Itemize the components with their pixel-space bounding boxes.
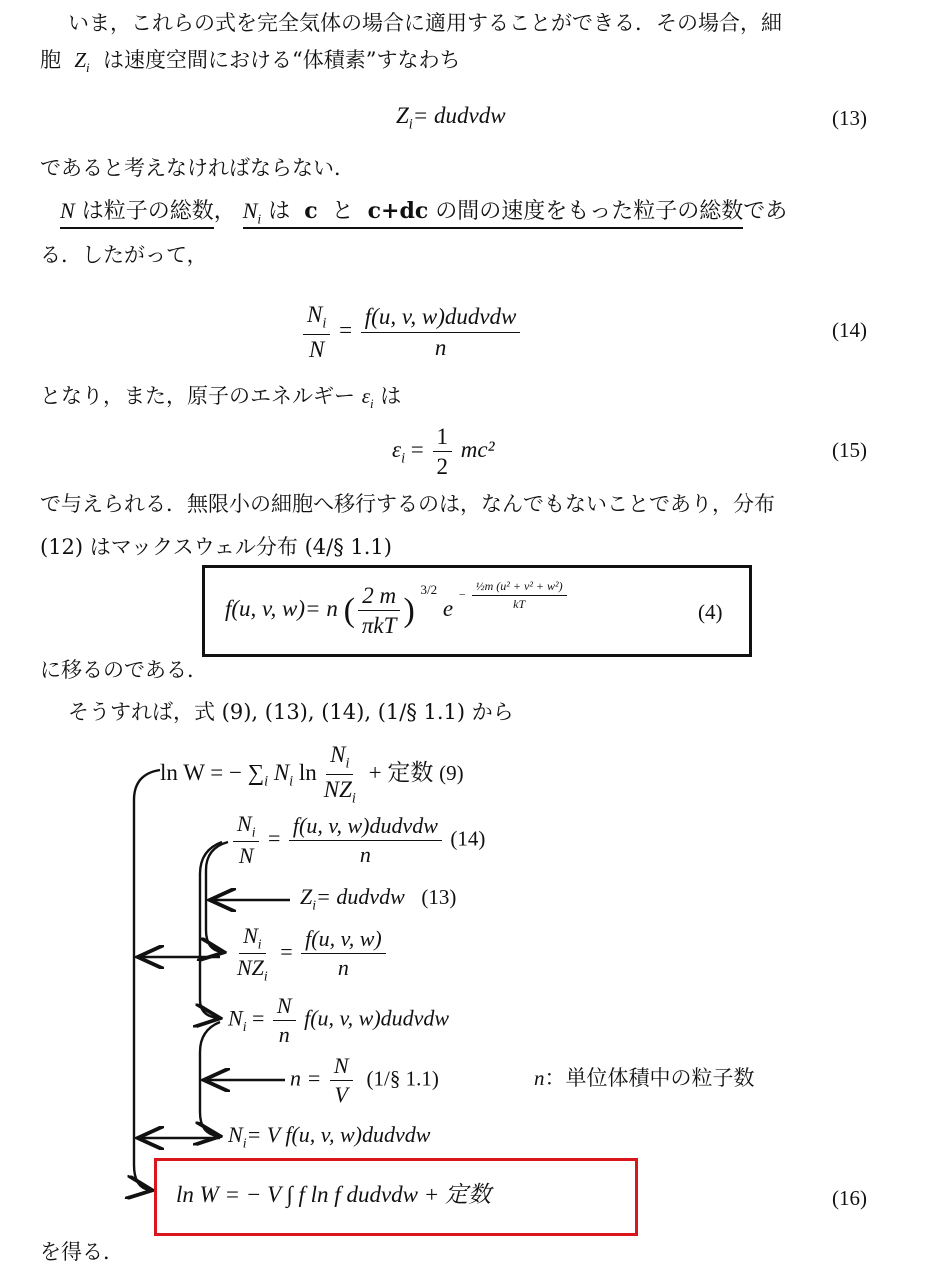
para4: となり，また，原子のエネルギー $\varepsilon_i$ は (40, 384, 402, 412)
eq15-number: (15) (832, 438, 867, 462)
para5-line1: で与えられる．無限小の細胞へ移行するのは，なんでもないことであり，分布 (40, 492, 775, 516)
para3-line1: N は粒子の総数， $N_i$ は c と c+dc の間の速度をもった粒子の総数であ (60, 200, 787, 226)
eq4-number: (4) (698, 600, 723, 624)
eq4: f(u, v, w)= n ( $\frac{2 m}{\text{πkT}}$ ) $^{3/2}$ e − $\frac{\text{½m (u² + v² + w²)}}{kT}$ (225, 583, 570, 639)
eq15: $\varepsilon_i$ = $\frac{1}{2}$ mc² (392, 424, 495, 480)
para5-line2: (12) はマックスウェル分布 (4/§ 1.1) (40, 535, 392, 559)
para8: を得る． (40, 1240, 124, 1264)
deriv-step2: $N_i$ = $\frac{N}{n}$ f(u, v, w)dudvdw (228, 993, 450, 1048)
deriv-step3: n = $\frac{N}{V}$ (1/§ 1.1) (290, 1053, 439, 1108)
para1-line2: 胞 $Z_i$ は速度空間における“体積素”すなわち (40, 48, 461, 76)
para7: そうすれば，式 (9), (13), (14), (1/§ 1.1) から (68, 700, 514, 724)
deriv-eq9: ln W = − $\sum_i$ $N_i$ ln $\frac{N_i}{NZ_i}$ + 定数 (9) (160, 742, 464, 807)
para1-line1: いま，これらの式を完全気体の場合に適用することができる．その場合，細 (68, 11, 782, 35)
deriv-step3-note: n：単位体積中の粒子数 (534, 1066, 755, 1090)
eq13: $Z_i=$ dudvdw (396, 103, 506, 133)
deriv-eq13: $Z_i=$ dudvdw (13) (300, 884, 457, 913)
para2: であると考えなければならない． (40, 156, 355, 180)
eq16-number: (16) (832, 1186, 867, 1210)
eq14: $\frac{N_i}{N}$ = $\frac{\text{f(u, v, w)dudvdw}}{n}$ (300, 302, 523, 363)
eq13-number: (13) (832, 106, 867, 130)
para3-line2: る．したがって， (40, 243, 208, 267)
deriv-eq14: $\frac{N_i}{N}$ = $\frac{\text{f(u, v, w)dudvdw}}{n}$ (14) (230, 812, 485, 869)
para6: に移るのである． (40, 658, 208, 682)
deriv-step4: $N_i= V$ f(u, v, w)dudvdw (228, 1122, 431, 1151)
deriv-eq16: ln W = − V ∫ f ln f dudvdw + 定数 (176, 1182, 492, 1207)
deriv-step1: $\frac{N_i}{NZ_i}$ = $\frac{f(u, v, w)}{n}$ (230, 924, 389, 984)
underline-velocity-particles: $N_i$ は c と c+dc の間の速度をもった粒子の総数 (243, 199, 744, 229)
underline-total-particles: N は粒子の総数 (60, 199, 214, 229)
eq14-number: (14) (832, 318, 867, 342)
